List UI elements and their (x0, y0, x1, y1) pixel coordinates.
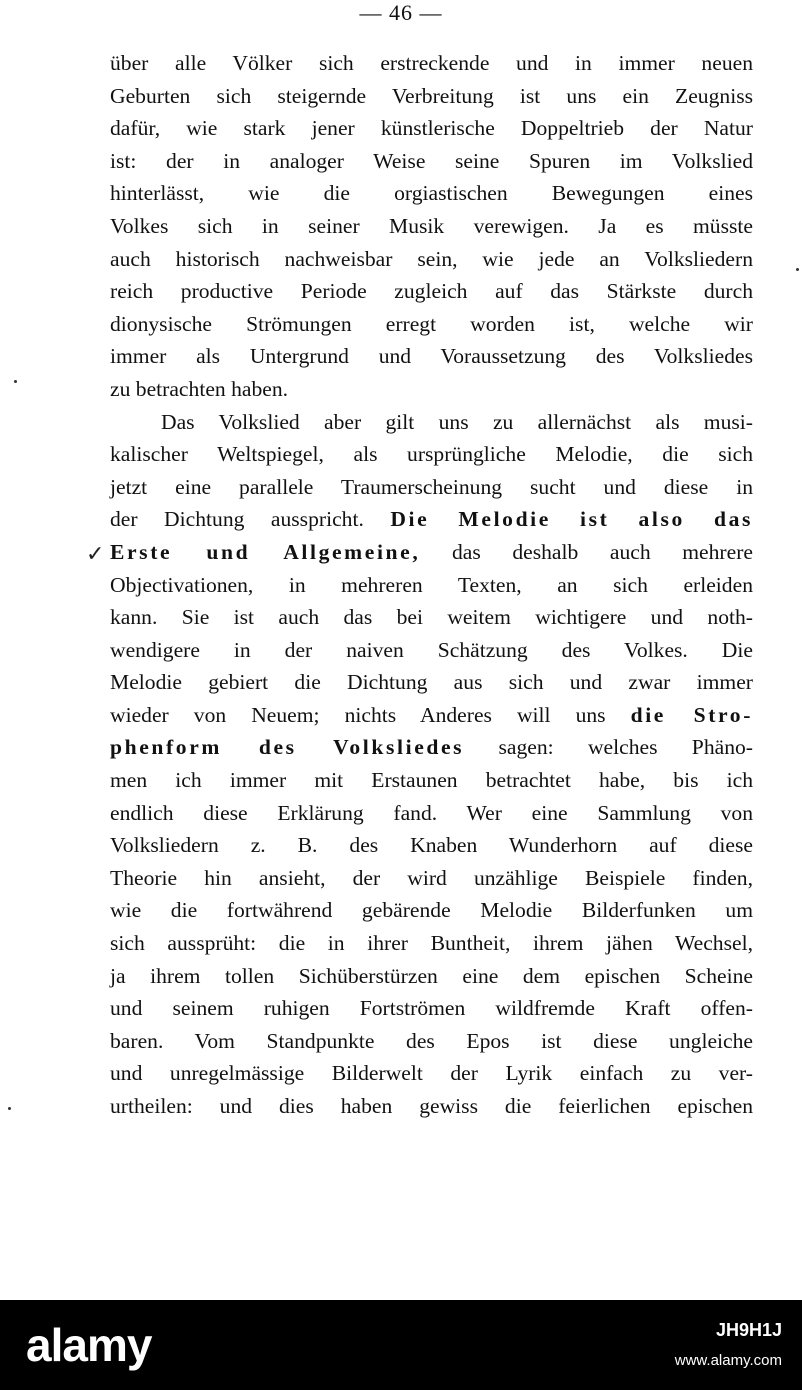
page-number: — 46 — (359, 0, 443, 25)
text-run: sagen: welches Phäno- (464, 735, 753, 760)
text-line: baren. Vom Standpunkte des Epos ist diese ungleiche (110, 1028, 753, 1053)
image-id: JH9H1J (715, 1320, 782, 1340)
dust-speck (796, 268, 799, 271)
text-run: das deshalb auch mehrere (420, 539, 753, 564)
text-line: ja ihrem tollen Sichüberstürzen eine dem epischen Scheine (110, 963, 753, 988)
text-line: dionysische Strömungen erregt worden ist, welche wir (110, 311, 753, 336)
watermark-footer (0, 1300, 802, 1390)
text-line: wendigere in der naiven Schätzung des Volkes. Die (110, 637, 753, 662)
text-line: jetzt eine parallele Traumerscheinung sucht und diese in (110, 474, 753, 499)
emphasized-text: Erste und Allgemeine, (110, 539, 421, 564)
text-run: wieder von Neuem; nichts Anderes will uns (110, 702, 631, 727)
text-line: immer als Untergrund und Voraussetzung des Volksliedes (110, 344, 753, 369)
text-line: über alle Völker sich erstreckende und in immer neuen (110, 51, 753, 75)
text-line: Theorie hin ansieht, der wird unzählige Beispiele finden, (110, 865, 753, 890)
text-run: der Dichtung ausspricht. (110, 507, 391, 532)
text-line: urtheilen: und dies haben gewiss die feierlichen epischen (110, 1094, 753, 1118)
emphasized-text: Die Melodie ist also das (390, 507, 754, 532)
emphasized-text: phenform des Volksliedes (110, 735, 465, 760)
text-line (110, 699, 753, 732)
dust-speck (8, 1107, 11, 1110)
footer-url: www.alamy.com (674, 1352, 782, 1369)
dust-speck (14, 380, 17, 383)
text-line: und seinem ruhigen Fortströmen wildfremde Kraft offen- (110, 996, 753, 1021)
alamy-logo: alamy (26, 1319, 152, 1371)
text-line: Das Volkslied aber gilt uns zu allernächst als musi- (161, 409, 753, 434)
text-line: und unregelmässige Bilderwelt der Lyrik einfach zu ver- (110, 1061, 753, 1086)
text-line: Geburten sich steigernde Verbreitung ist uns ein Zeugniss (110, 83, 753, 108)
margin-check-mark: ✓ (86, 542, 105, 567)
text-line: sich aussprüht: die in ihrer Buntheit, ihrem jähen Wechsel, (110, 931, 753, 956)
text-line: men ich immer mit Erstaunen betrachtet habe, bis ich (110, 768, 753, 793)
text-line: auch historisch nachweisbar sein, wie jede an Volksliedern (110, 246, 753, 271)
text-line (110, 503, 753, 536)
text-line: ist: der in analoger Weise seine Spuren im Volkslied (110, 148, 753, 173)
emphasized-text: die Stro- (630, 702, 753, 727)
text-line: kann. Sie ist auch das bei weitem wichtigere und noth- (110, 605, 753, 630)
text-line: dafür, wie stark jener künstlerische Doppeltrieb der Natur (110, 116, 753, 141)
text-line: zu betrachten haben. (110, 376, 289, 401)
text-line: reich productive Periode zugleich auf das Stärkste durch (110, 279, 753, 304)
text-line: kalischer Weltspiegel, als ursprüngliche Melodie, die sich (110, 442, 753, 467)
text-line: Melodie gebiert die Dichtung aus sich und zwar immer (110, 670, 753, 695)
text-line: hinterlässt, wie die orgiastischen Bewegungen eines (110, 181, 753, 206)
text-line (110, 536, 753, 569)
text-line: Volksliedern z. B. des Knaben Wunderhorn auf diese (110, 833, 753, 858)
text-line: Volkes sich in seiner Musik verewigen. Ja es müsste (110, 213, 753, 238)
text-line (110, 731, 753, 764)
body-text (110, 47, 753, 1123)
text-line: Objectivationen, in mehreren Texten, an sich erleiden (110, 572, 753, 597)
text-line: endlich diese Erklärung fand. Wer eine Sammlung von (110, 800, 753, 825)
text-line: wie die fortwährend gebärende Melodie Bilderfunken um (110, 898, 753, 923)
